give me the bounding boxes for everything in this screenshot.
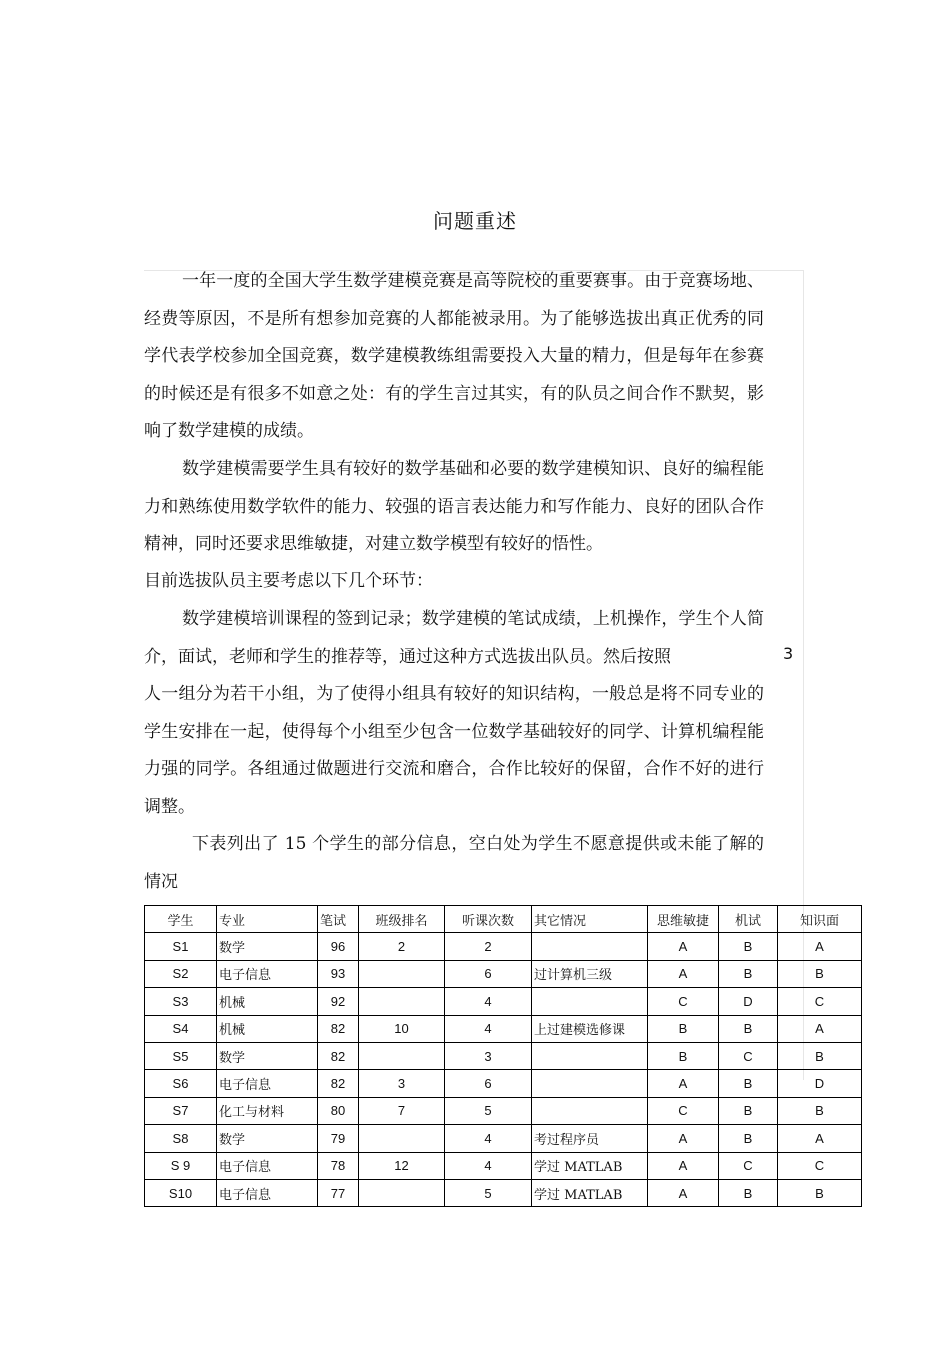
table-row [145,960,862,987]
cell-student: S8 [145,1125,217,1152]
cell-agility: A [648,933,719,960]
header-student: 学生 [145,906,217,933]
cell-major: 数学 [217,1125,318,1152]
cell-class-rank [359,1179,445,1206]
table-row [145,933,862,960]
team-size-number: 3 [783,644,794,663]
cell-machine-test: B [719,1179,778,1206]
cell-attendance: 6 [445,1070,532,1097]
cell-knowledge: B [778,1179,862,1206]
cell-written-test: 80 [318,1097,359,1124]
cell-machine-test: B [719,933,778,960]
cell-knowledge: A [778,933,862,960]
paragraph-intro: 一年一度的全国大学生数学建模竞赛是高等院校的重要赛事。由于竞赛场地、经费等原因，不是所有想参加竞赛的人都能被录用。为了能够选拔出真正优秀的同学代表学校参加全国竞赛，数学建模教练组需要投入大量的精力，但是每年在参赛的时候还是有很多不如意之处：有的学生言过其实，有的队员之间合作不默契，影响了数学建模的成绩。 [144,271,764,441]
cell-other: 学过 MATLAB [532,1179,648,1206]
header-knowledge: 知识面 [778,906,862,933]
cell-written-test: 78 [318,1152,359,1179]
cell-student: S 9 [145,1152,217,1179]
cell-class-rank [359,960,445,987]
cell-major: 电子信息 [217,1179,318,1206]
paragraph-table-intro: 下表列出了 15 个学生的部分信息，空白处为学生不愿意提供或未能了解的情况 [144,834,764,892]
cell-agility: C [648,988,719,1015]
cell-attendance: 4 [445,1152,532,1179]
cell-machine-test: D [719,988,778,1015]
cell-major: 电子信息 [217,1070,318,1097]
cell-other [532,1070,648,1097]
header-agility: 思维敏捷 [648,906,719,933]
cell-machine-test: C [719,1152,778,1179]
cell-attendance: 4 [445,1125,532,1152]
cell-student: S6 [145,1070,217,1097]
cell-major: 电子信息 [217,1152,318,1179]
cell-machine-test: B [719,1015,778,1042]
cell-written-test: 77 [318,1179,359,1206]
cell-other [532,988,648,1015]
cell-machine-test: C [719,1042,778,1069]
student-info-table [144,905,862,1207]
cell-agility: A [648,1152,719,1179]
cell-attendance: 3 [445,1042,532,1069]
cell-student: S5 [145,1042,217,1069]
cell-other: 考过程序员 [532,1125,648,1152]
cell-knowledge: C [778,988,862,1015]
header-major: 专业 [217,906,318,933]
cell-agility: A [648,960,719,987]
cell-student: S1 [145,933,217,960]
cell-student: S7 [145,1097,217,1124]
cell-knowledge: B [778,1042,862,1069]
table-row [145,1152,862,1179]
header-other: 其它情况 [532,906,648,933]
cell-agility: C [648,1097,719,1124]
table-row [145,988,862,1015]
cell-class-rank: 12 [359,1152,445,1179]
cell-major: 电子信息 [217,960,318,987]
cell-machine-test: B [719,1097,778,1124]
cell-class-rank [359,1042,445,1069]
cell-major: 机械 [217,1015,318,1042]
cell-written-test: 93 [318,960,359,987]
paragraph-selection-process: 数学建模培训课程的签到记录；数学建模的笔试成绩，上机操作，学生个人简介，面试，老师和学生的推荐等，通过这种方式选拔出队员。然后按照 [144,609,764,667]
cell-other: 上过建模选修课 [532,1015,648,1042]
cell-attendance: 5 [445,1179,532,1206]
cell-attendance: 5 [445,1097,532,1124]
cell-class-rank [359,1125,445,1152]
cell-attendance: 2 [445,933,532,960]
cell-class-rank: 3 [359,1070,445,1097]
cell-machine-test: B [719,1125,778,1152]
cell-knowledge: A [778,1125,862,1152]
cell-student: S4 [145,1015,217,1042]
table-row [145,1125,862,1152]
cell-attendance: 4 [445,988,532,1015]
cell-written-test: 96 [318,933,359,960]
cell-other: 学过 MATLAB [532,1152,648,1179]
cell-written-test: 82 [318,1015,359,1042]
cell-student: S3 [145,988,217,1015]
cell-class-rank: 2 [359,933,445,960]
header-class-rank: 班级排名 [359,906,445,933]
cell-agility: A [648,1125,719,1152]
cell-agility: B [648,1015,719,1042]
table-row [145,1015,862,1042]
cell-knowledge: C [778,1152,862,1179]
paragraph-selection-heading: 目前选拔队员主要考虑以下几个环节： [144,571,433,591]
cell-other [532,933,648,960]
cell-machine-test: B [719,1070,778,1097]
cell-class-rank [359,988,445,1015]
cell-agility: A [648,1179,719,1206]
cell-knowledge: D [778,1070,862,1097]
page-title: 问题重述 [433,209,517,233]
cell-knowledge: B [778,1097,862,1124]
cell-attendance: 4 [445,1015,532,1042]
cell-written-test: 79 [318,1125,359,1152]
cell-agility: B [648,1042,719,1069]
cell-student: S2 [145,960,217,987]
cell-written-test: 82 [318,1070,359,1097]
paragraph-requirements: 数学建模需要学生具有较好的数学基础和必要的数学建模知识、良好的编程能力和熟练使用数学软件的能力、较强的语言表达能力和写作能力、良好的团队合作精神，同时还要求思维敏捷，对建立数学模型有较好的悟性。 [144,459,764,554]
cell-written-test: 82 [318,1042,359,1069]
cell-attendance: 6 [445,960,532,987]
cell-knowledge: B [778,960,862,987]
cell-major: 数学 [217,933,318,960]
cell-written-test: 92 [318,988,359,1015]
cell-class-rank: 10 [359,1015,445,1042]
header-machine-test: 机试 [719,906,778,933]
table-row [145,1070,862,1097]
header-attendance: 听课次数 [445,906,532,933]
cell-other: 过计算机三级 [532,960,648,987]
cell-knowledge: A [778,1015,862,1042]
cell-other [532,1097,648,1124]
cell-major: 数学 [217,1042,318,1069]
cell-major: 机械 [217,988,318,1015]
table-header-row [145,906,862,933]
header-written-test: 笔试 [318,906,359,933]
cell-other [532,1042,648,1069]
table-row [145,1097,862,1124]
cell-class-rank: 7 [359,1097,445,1124]
table-row [145,1042,862,1069]
cell-major: 化工与材料 [217,1097,318,1124]
cell-agility: A [648,1070,719,1097]
cell-student: S10 [145,1179,217,1206]
paragraph-grouping: 人一组分为若干小组，为了使得小组具有较好的知识结构，一般总是将不同专业的学生安排在一起，使得每个小组至少包含一位数学基础较好的同学、计算机编程能力强的同学。各组通过做题进行交流和磨合，合作比较好的保留，合作不好的进行调整。 [144,684,764,817]
table-row [145,1179,862,1206]
cell-machine-test: B [719,960,778,987]
